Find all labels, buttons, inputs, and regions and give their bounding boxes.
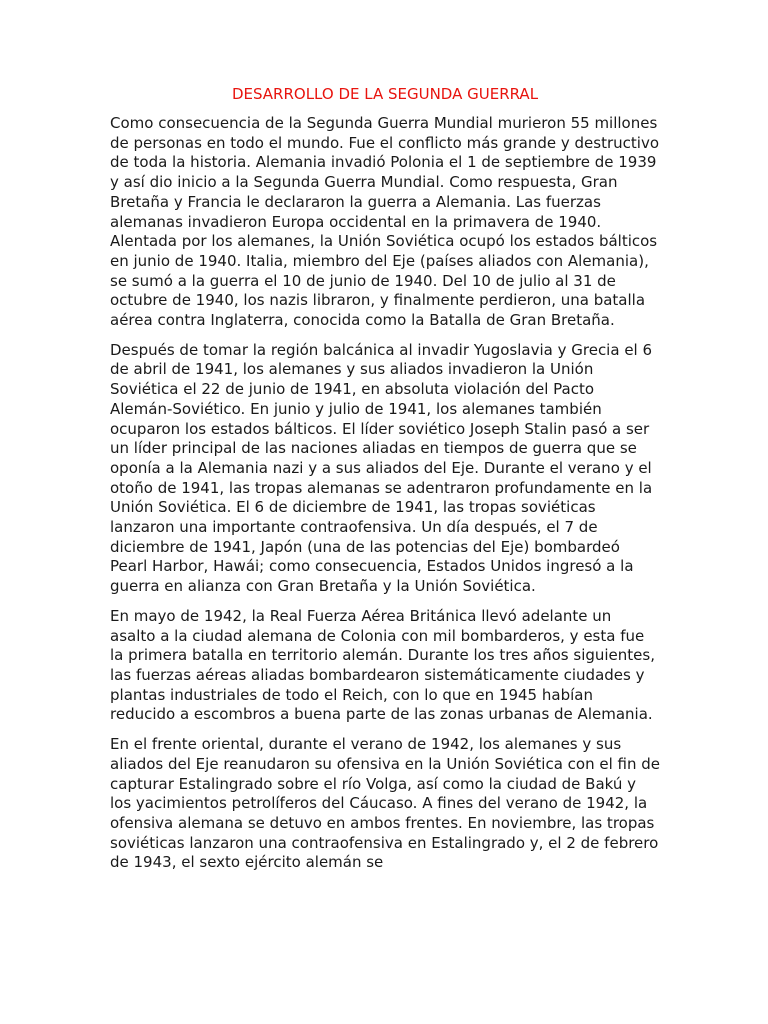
paragraph-4: En el frente oriental, durante el verano de 1942, los alemanes y sus aliados del Eje reanudaron su ofensiva en la Unión Soviética con el fin de capturar Estalingrado sobre el río Volga, así como la ciudad de Bakú y los yacimientos petrolíferos del Cáucaso. A fines del verano de 1942, la ofensiva alemana se detuvo en ambos frentes. En noviembre, las tropas soviéticas lanzaron una contraofensiva en Estalingrado y, el 2 de febrero de 1943, el sexto ejército alemán se <box>110 735 661 872</box>
paragraph-1: Como consecuencia de la Segunda Guerra Mundial murieron 55 millones de personas en todo el mundo. Fue el conflicto más grande y destructivo de toda la historia. Alemania invadió Polonia el 1 de septiembre de 1939 y así dio inicio a la Segunda Guerra Mundial. Como respuesta, Gran Bretaña y Francia le declararon la guerra a Alemania. Las fuerzas alemanas invadieron Europa occidental en la primavera de 1940. Alentada por los alemanes, la Unión Soviética ocupó los estados bálticos en junio de 1940. Italia, miembro del Eje (países aliados con Alemania), se sumó a la guerra el 10 de junio de 1940. Del 10 de julio al 31 de octubre de 1940, los nazis libraron, y finalmente perdieron, una batalla aérea contra Inglaterra, conocida como la Batalla de Gran Bretaña. <box>110 114 660 330</box>
document-page <box>110 84 660 883</box>
paragraph-2: Después de tomar la región balcánica al invadir Yugoslavia y Grecia el 6 de abril de 1941, los alemanes y sus aliados invadieron la Unión Soviética el 22 de junio de 1941, en absoluta violación del Pacto Alemán-Soviético. En junio y julio de 1941, los alemanes también ocuparon los estados bálticos. El líder soviético Joseph Stalin pasó a ser un líder principal de las naciones aliadas en tiempos de guerra que se oponía a la Alemania nazi y a sus aliados del Eje. Durante el verano y el otoño de 1941, las tropas alemanas se adentraron profundamente en la Unión Soviética. El 6 de diciembre de 1941, las tropas soviéticas lanzaron una importante contraofensiva. Un día después, el 7 de diciembre de 1941, Japón (una de las potencias del Eje) bombardeó Pearl Harbor, Hawái; como consecuencia, Estados Unidos ingresó a la guerra en alianza con Gran Bretaña y la Unión Soviética. <box>110 340 653 596</box>
paragraph-3: En mayo de 1942, la Real Fuerza Aérea Británica llevó adelante un asalto a la ciudad alemana de Colonia con mil bombarderos, y esta fue la primera batalla en territorio alemán. Durante los tres años siguientes, las fuerzas aéreas aliadas bombardearon sistemáticamente ciudades y plantas industriales de todo el Reich, con lo que en 1945 habían reducido a escombros a buena parte de las zonas urbanas de Alemania. <box>110 606 655 724</box>
document-title: DESARROLLO DE LA SEGUNDA GUERRAL <box>231 85 539 103</box>
